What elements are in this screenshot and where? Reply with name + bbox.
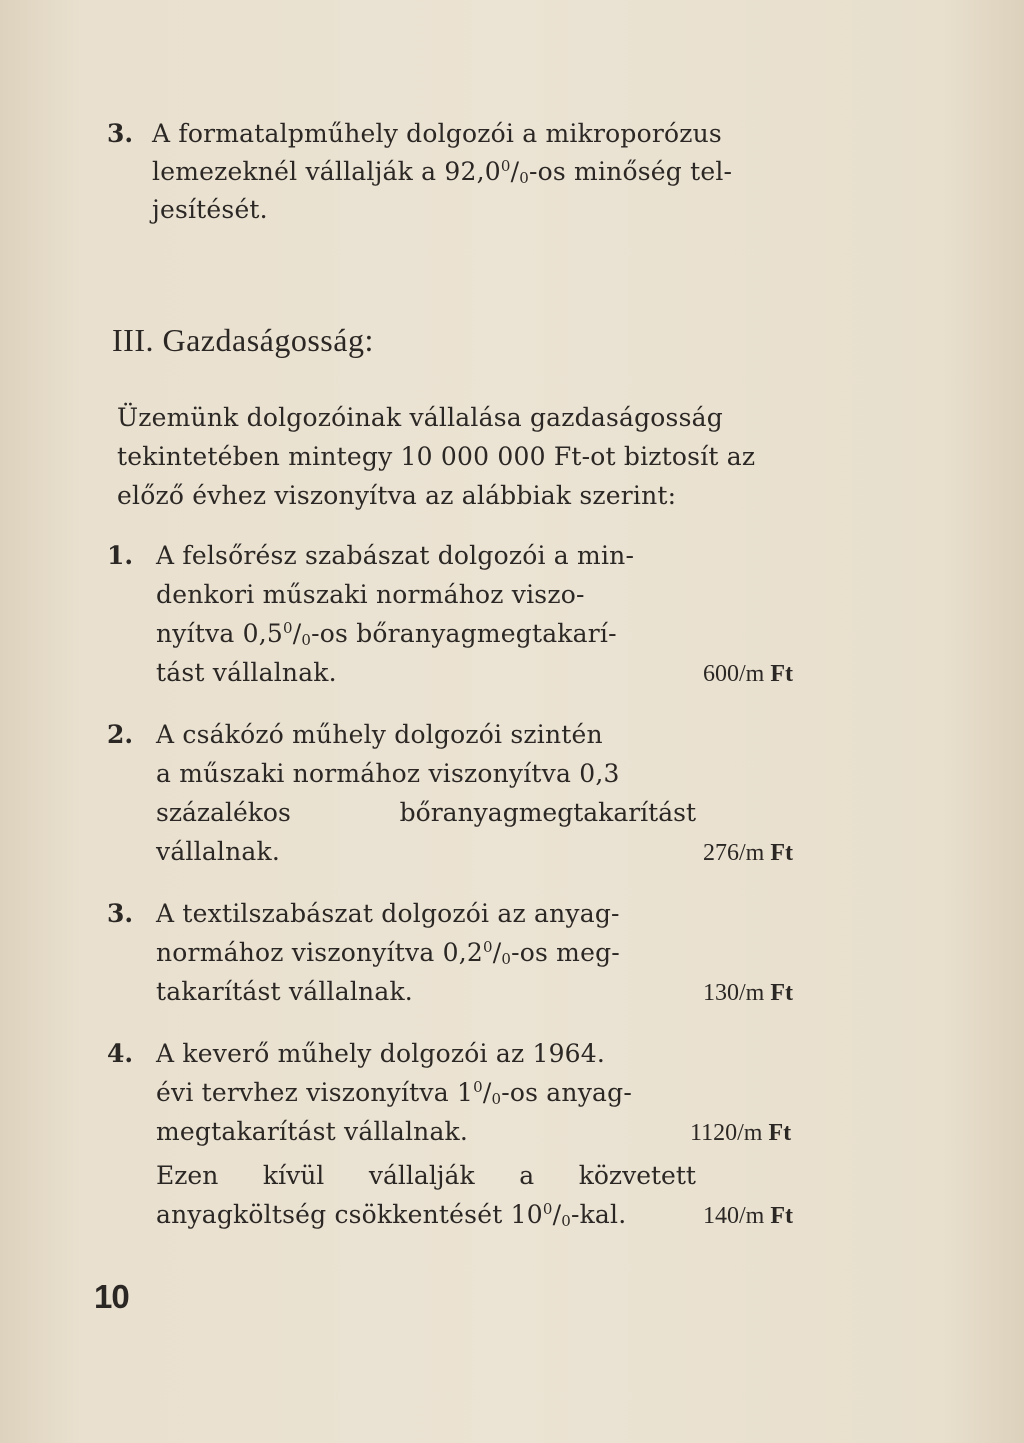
text-line: nyítva $0,5^0/_0-os$ bőranyagmegtakarí-: [156, 619, 617, 649]
text-line: A felsőrész szabászat dolgozói a min-: [156, 541, 635, 570]
text-line: A keverő műhely dolgozói az 1964.: [156, 1039, 606, 1068]
amount-value: 130/m Ft: [703, 980, 793, 1006]
text-line: normához viszonyítva $0,2^0/_0-os$ meg-: [156, 938, 620, 968]
text-line: a műszaki normához viszonyítva 0,3: [156, 759, 620, 788]
item-number: 4.: [107, 1039, 134, 1068]
word: közvetett: [578, 1161, 696, 1190]
text-line: vállalnak.: [156, 837, 281, 866]
amount-value: 600/m Ft: [703, 661, 793, 687]
item-number: 1.: [107, 541, 134, 570]
text-line: tást vállalnak.: [156, 658, 337, 687]
intro-line: előző évhez viszonyítva az alábbiak szerint:: [117, 481, 677, 510]
text-line: A formatalpműhely dolgozói a mikroporózus: [152, 119, 722, 148]
word: Ezen: [156, 1161, 219, 1190]
amount-value: 140/m Ft: [703, 1203, 793, 1229]
text-line: évi tervhez viszonyítva $1^0/_0-os$ anyag-: [156, 1078, 632, 1108]
text-line: takarítást vállalnak.: [156, 977, 413, 1006]
item-number: 2.: [107, 720, 134, 749]
text-line: [156, 1159, 696, 1193]
text-line: anyagköltség csökkentését $10^0/_0$-kal.: [156, 1200, 627, 1230]
text-line: A csákózó műhely dolgozói szintén: [156, 720, 603, 749]
amount-value: 276/m Ft: [703, 840, 793, 866]
intro-line: tekintetében mintegy 10 000 000 Ft-ot biztosít az: [117, 442, 756, 471]
text-line: denkori műszaki normához viszo-: [156, 580, 585, 609]
page-number: 10: [94, 1278, 129, 1315]
item-number: 3.: [107, 119, 134, 148]
section-heading: III. Gazdaságosság:: [112, 322, 374, 358]
text-line: lemezeknél vállalják a $92,0^0/_0-os$ minőség tel-: [152, 157, 733, 187]
text-line: százalékos bőranyagmegtakarítást: [156, 798, 696, 827]
word: kívül: [262, 1161, 325, 1190]
amount-value: 1120/m Ft: [690, 1120, 792, 1146]
intro-line: Üzemünk dolgozóinak vállalása gazdaságosság: [117, 403, 723, 432]
item-number: 3.: [107, 899, 134, 928]
word: vállalják: [368, 1161, 475, 1190]
text-line: megtakarítást vállalnak.: [156, 1117, 469, 1146]
word: a: [519, 1161, 535, 1190]
text-line: jesítését.: [152, 195, 268, 224]
text-line: A textilszabászat dolgozói az anyag-: [156, 899, 620, 928]
